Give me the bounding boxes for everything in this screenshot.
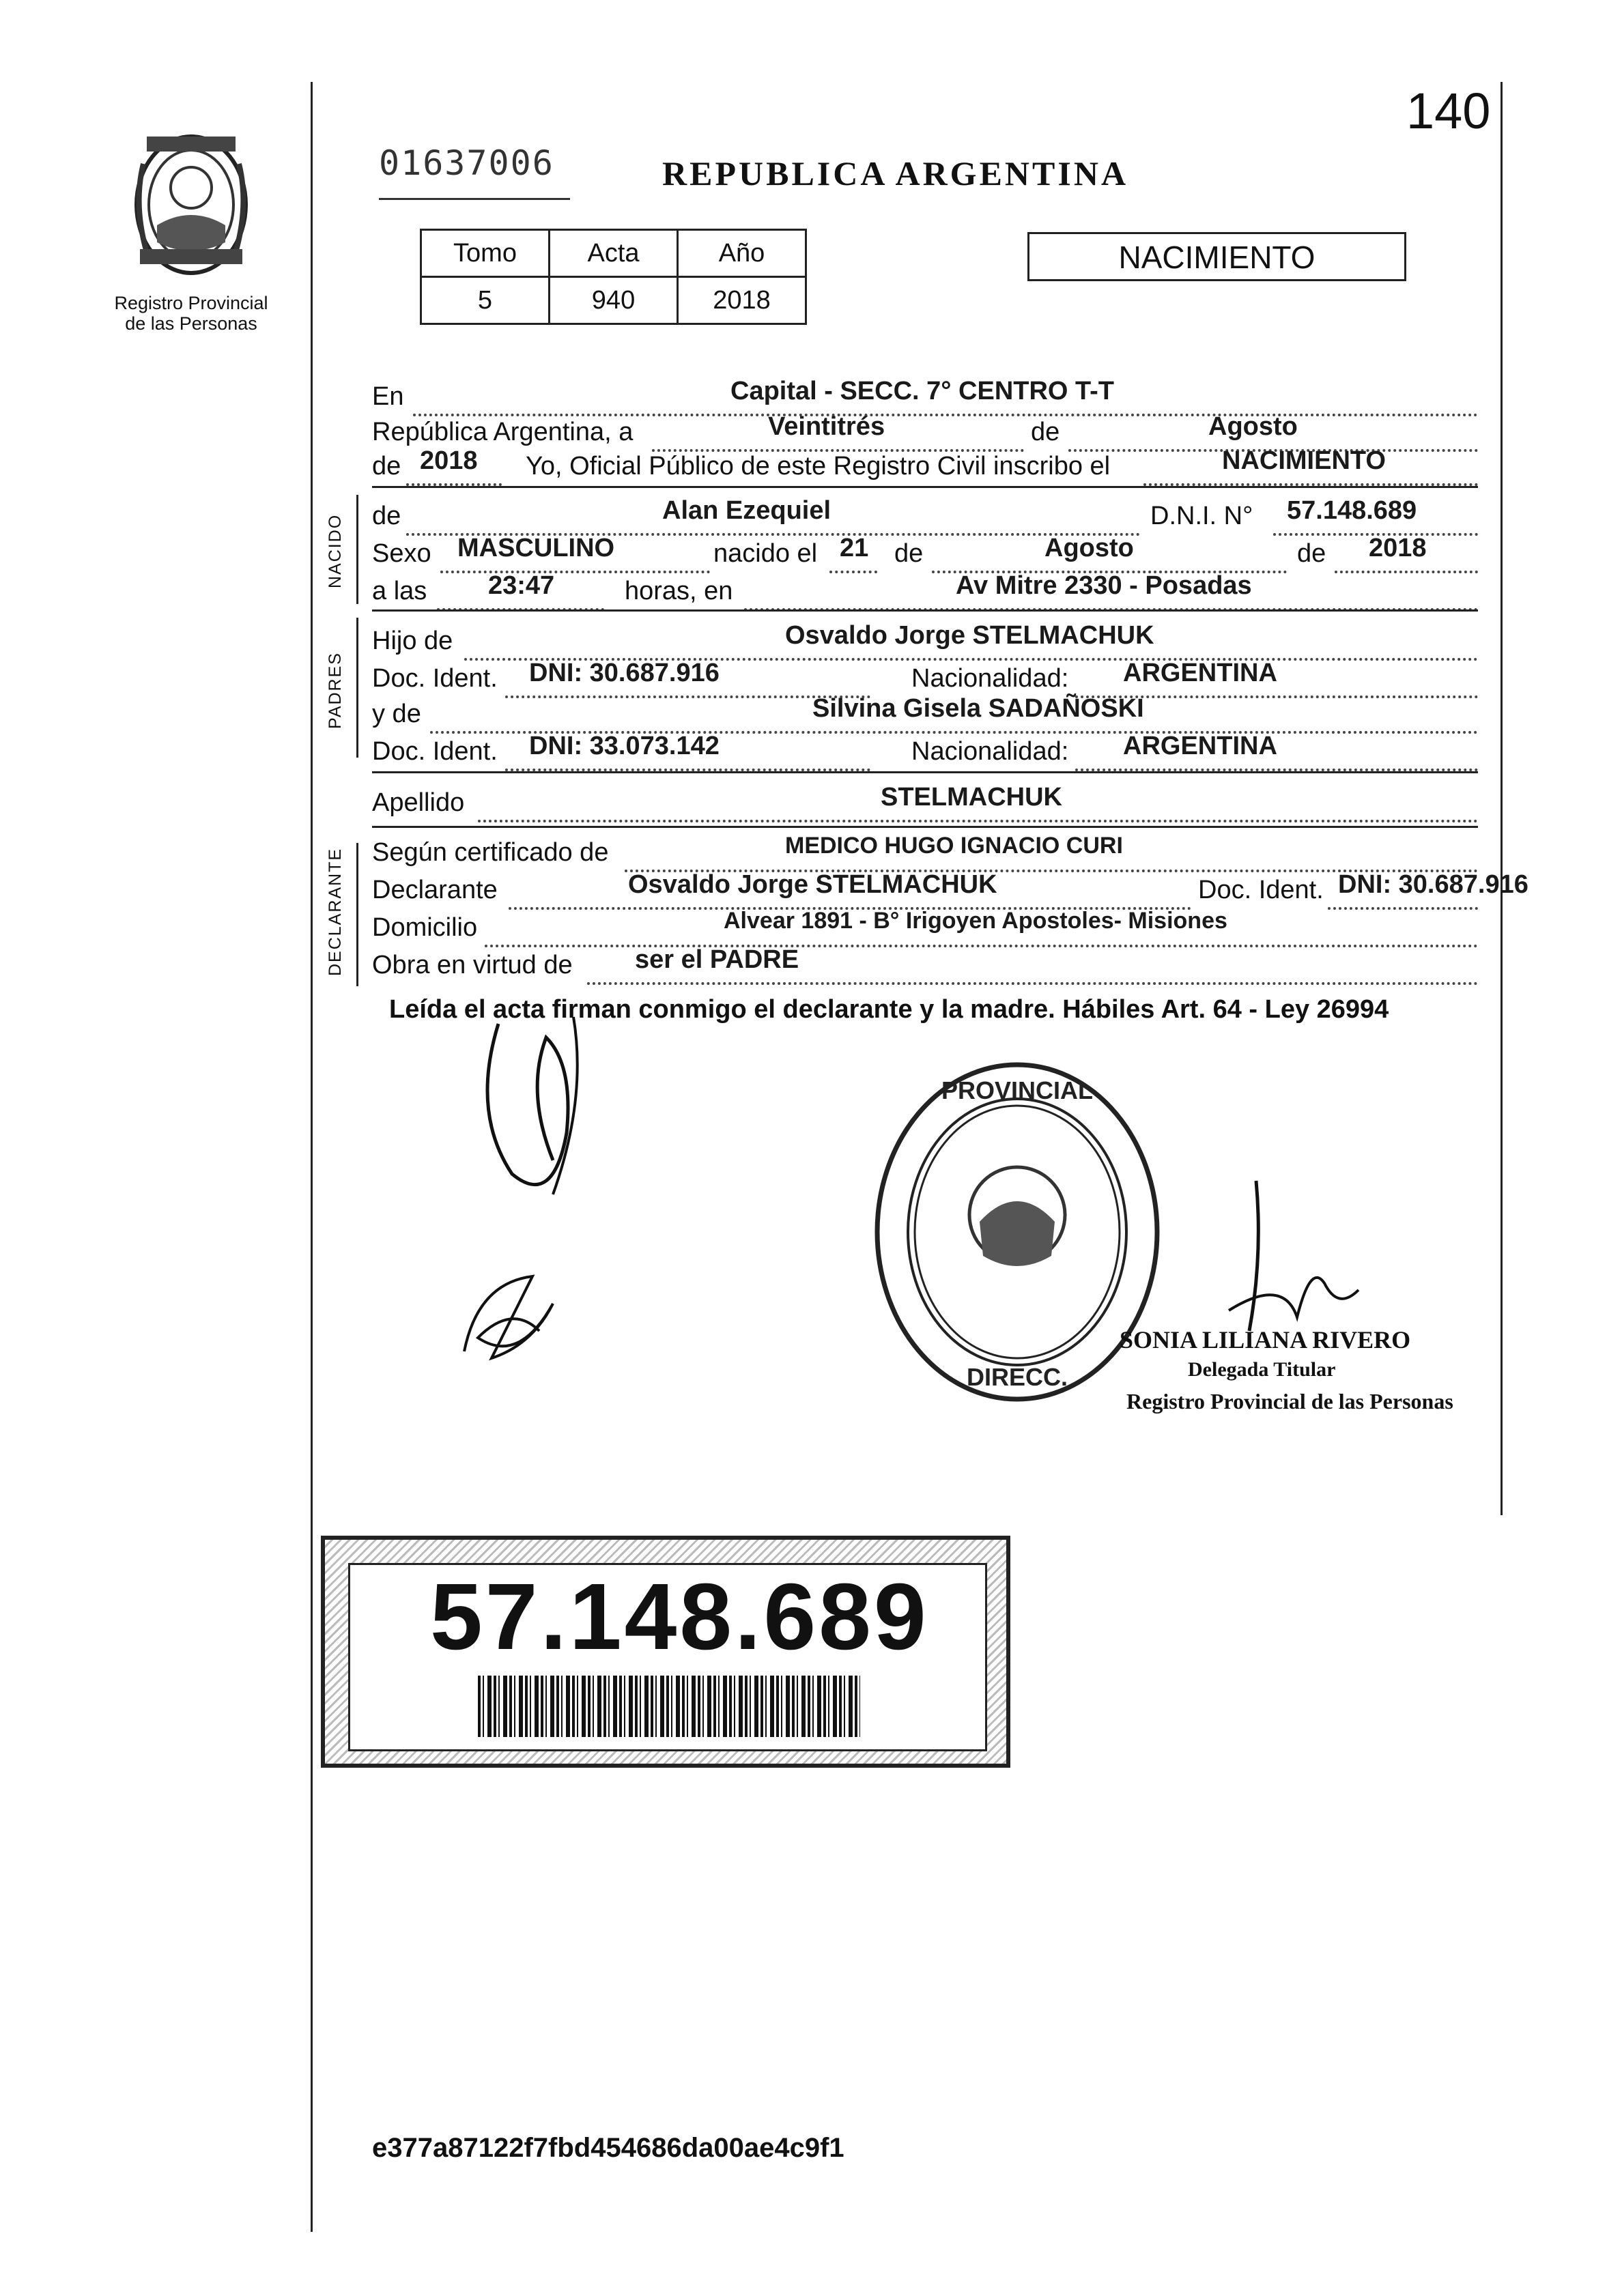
value-inscribo: NACIMIENTO <box>1222 446 1386 475</box>
value-certificado: MEDICO HUGO IGNACIO CURI <box>785 833 1123 859</box>
row-nacido-hora <box>372 571 1478 614</box>
value-child-dni: 57.148.689 <box>1287 496 1417 525</box>
label-republica: República Argentina, a <box>372 418 634 446</box>
barcode <box>478 1676 860 1737</box>
row-declarante <box>372 870 1528 913</box>
table-header-anio: Año <box>678 230 806 277</box>
value-day-words: Veintitrés <box>768 412 885 441</box>
value-obra: ser el PADRE <box>635 945 799 974</box>
officer-office: Registro Provincial de las Personas <box>1126 1389 1453 1414</box>
value-month: Agosto <box>1208 412 1298 441</box>
value-birth-month: Agosto <box>1044 534 1134 562</box>
value-child-name: Alan Ezequiel <box>662 496 831 525</box>
row-apellido <box>372 783 1478 825</box>
label-inscribo: Yo, Oficial Público de este Registro Civil inscribo el <box>526 452 1111 480</box>
closing-statement: Leída el acta firman conmigo el declarante y la madre. Hábiles Art. 64 - Ley 26994 <box>389 995 1389 1024</box>
value-place: Capital - SECC. 7° CENTRO T-T <box>730 377 1115 405</box>
label-nacionalidad: Nacionalidad: <box>911 737 1069 766</box>
dotted-line <box>413 414 1478 416</box>
label-nacido-el: nacido el <box>713 539 818 568</box>
value-father-nationality: ARGENTINA <box>1123 659 1277 687</box>
table-value-tomo: 5 <box>421 277 550 324</box>
table-value-anio: 2018 <box>678 277 806 324</box>
value-year: 2018 <box>420 446 478 475</box>
section-label-declarante: DECLARANTE <box>326 847 345 976</box>
value-father-doc: DNI: 30.687.916 <box>529 659 720 687</box>
label-de-birth-year: de <box>1297 539 1326 568</box>
provincial-coat-of-arms-logo <box>119 123 263 287</box>
value-apellido: STELMACHUK <box>881 783 1062 812</box>
label-dni: D.N.I. N° <box>1150 502 1253 530</box>
table-header-tomo: Tomo <box>421 230 550 277</box>
section-divider <box>372 486 1478 488</box>
officer-title: Delegada Titular <box>1188 1358 1336 1381</box>
section-bracket <box>356 495 358 604</box>
row-inscribo <box>372 446 1478 489</box>
value-declarante: Osvaldo Jorge STELMACHUK <box>628 870 997 899</box>
dotted-line <box>440 571 710 573</box>
row-certificado <box>372 833 1478 875</box>
right-margin-line <box>1501 82 1503 1515</box>
label-en: En <box>372 382 404 411</box>
value-birth-day: 21 <box>840 534 869 562</box>
label-sexo: Sexo <box>372 539 431 568</box>
row-domicilio <box>372 908 1478 950</box>
section-divider <box>372 771 1478 773</box>
value-birth-place: Av Mitre 2330 - Posadas <box>956 571 1252 600</box>
signature-madre <box>451 1263 567 1382</box>
label-doc-ident: Doc. Ident. <box>372 737 498 766</box>
section-label-nacido: NACIDO <box>326 513 345 588</box>
value-declarante-doc: DNI: 30.687.916 <box>1338 870 1528 899</box>
section-divider <box>372 826 1478 828</box>
row-nacido-sexo <box>372 534 1478 576</box>
label-domicilio: Domicilio <box>372 913 478 942</box>
section-bracket <box>356 618 358 758</box>
row-mother-doc <box>372 732 1478 774</box>
dotted-line <box>1335 571 1478 573</box>
label-hijo-de: Hijo de <box>372 627 453 655</box>
value-birth-time: 23:47 <box>488 571 555 600</box>
row-mother <box>372 694 1478 736</box>
label-horas-en: horas, en <box>625 577 733 605</box>
table-value-acta: 940 <box>550 277 678 324</box>
document-type-box: NACIMIENTO <box>1027 232 1406 281</box>
value-birth-year: 2018 <box>1369 534 1427 562</box>
label-obra-en-virtud: Obra en virtud de <box>372 951 573 979</box>
dotted-line <box>587 982 1478 985</box>
serial-underline <box>379 198 570 200</box>
dni-large-number: 57.148.689 <box>430 1564 929 1669</box>
table-header-acta: Acta <box>550 230 678 277</box>
official-seal-stamp <box>867 1051 1167 1416</box>
page-number: 140 <box>1406 83 1491 139</box>
label-de-birth-month: de <box>894 539 924 568</box>
label-de-year: de <box>372 452 401 480</box>
label-de-month: de <box>1031 418 1060 446</box>
dotted-line <box>829 571 877 573</box>
value-sexo: MASCULINO <box>457 534 615 562</box>
section-label-padres: PADRES <box>326 652 345 729</box>
svg-text:PROVINCIAL: PROVINCIAL <box>941 1076 1094 1104</box>
label-nacionalidad: Nacionalidad: <box>911 664 1069 693</box>
label-apellido: Apellido <box>372 788 465 817</box>
value-mother-doc: DNI: 33.073.142 <box>529 732 720 760</box>
value-domicilio: Alvear 1891 - B° Irigoyen Apostoles- Misiones <box>724 908 1227 934</box>
document-hash: e377a87122f7fbd454686da00ae4c9f1 <box>372 2133 844 2163</box>
dotted-line <box>1328 907 1478 910</box>
dotted-line <box>478 820 1478 822</box>
section-bracket <box>356 843 358 986</box>
row-nacido-name <box>372 496 1478 539</box>
label-y-de: y de <box>372 700 421 728</box>
left-margin-line <box>311 82 313 2232</box>
value-mother-name: Silvina Gisela SADAÑOSKI <box>812 694 1144 723</box>
serial-number: 01637006 <box>379 143 554 183</box>
section-divider <box>372 609 1478 612</box>
label-de-name: de <box>372 502 401 530</box>
dotted-line <box>485 945 1478 947</box>
value-mother-nationality: ARGENTINA <box>1123 732 1277 760</box>
signature-declarante <box>471 1010 628 1218</box>
row-en <box>372 377 1478 419</box>
label-a-las: a las <box>372 577 427 605</box>
record-table <box>420 229 807 325</box>
svg-text:DIRECC.: DIRECC. <box>966 1363 1068 1391</box>
logo-caption-line1: Registro Provincial <box>114 293 268 313</box>
logo-caption-line2: de las Personas <box>125 313 257 334</box>
country-heading: REPUBLICA ARGENTINA <box>662 154 1129 192</box>
label-declarante: Declarante <box>372 876 498 904</box>
label-doc-ident: Doc. Ident. <box>1198 876 1324 904</box>
row-father <box>372 621 1478 663</box>
officer-name: SONIA LILIANA RIVERO <box>1120 1326 1411 1353</box>
label-doc-ident: Doc. Ident. <box>372 664 498 693</box>
row-obra <box>372 945 1478 988</box>
label-segun-certificado: Según certificado de <box>372 838 609 867</box>
value-father-name: Osvaldo Jorge STELMACHUK <box>785 621 1154 650</box>
